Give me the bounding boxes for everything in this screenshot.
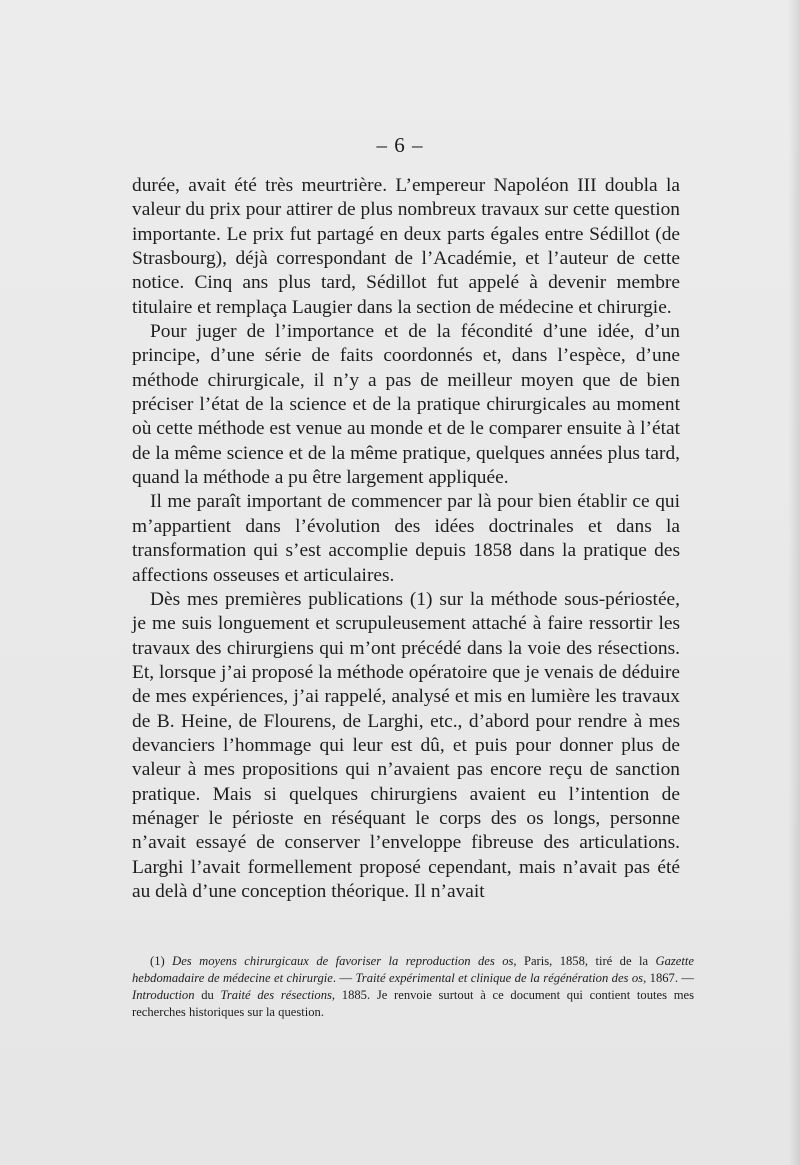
footnote-title-1: Des moyens chirurgicaux de favoriser la reproduction des os <box>172 954 514 968</box>
footnote-text-4: du <box>194 988 221 1002</box>
footnote-text-1: , Paris, 1858, tiré de la <box>513 954 656 968</box>
footnote-title-2: Gazette hebdomadaire de médecine et chirurgie <box>132 954 694 985</box>
paragraph-2: Pour juger de l’importance et de la fécondité d’une idée, d’un principe, d’une série de faits coordonnés et, dans l’espèce, d’une méthode chirurgicale, il n’y a pas de meilleur moyen que de bien préciser l’état de la science et de la pratique chirurgicales au moment où cette méthode est venue au monde et de le comparer ensuite à l’état de la même science et de la même pratique, quelques années plus tard, quand la méthode a pu être largement appliquée. <box>132 321 680 489</box>
footnote <box>132 953 694 1021</box>
page-number: – 6 – <box>376 133 424 157</box>
footnote-title-3: Traité expérimental et clinique de la régénération des os <box>355 971 644 985</box>
footnote-text <box>132 953 694 1021</box>
paragraph-1: durée, avait été très meurtrière. L’empereur Napoléon III doubla la valeur du prix pour attirer de plus nombreux travaux sur cette question importante. Le prix fut partagé en deux parts égales entre Sédillot (de Strasbourg), déjà correspondant de l’Académie, et l’auteur de cette notice. Cinq ans plus tard, Sédillot fut appelé à devenir membre titulaire et remplaça Laugier dans la section de médecine et chirurgie. <box>132 175 680 318</box>
paragraph-4: Dès mes premières publications (1) sur la méthode sous-périostée, je me suis longuement et scrupuleusement attaché à faire ressortir les travaux des chirurgiens qui m’ont précédé dans la voie des résections. Et, lorsque j’ai proposé la méthode opératoire que je venais de déduire de mes expériences, j’ai rappelé, analysé et mis en lumière les travaux de B. Heine, de Flourens, de Larghi, etc., d’abord pour rendre à mes devanciers l’hommage qui leur est dû, et puis pour donner plus de valeur à mes propositions qui n’avaient pas encore reçu de sanction pratique. Mais si quelques chirurgiens avaient eu l’intention de ménager le périoste en réséquant le corps des os longs, personne n’avait essayé de conserver l’enveloppe fibreuse des articulations. Larghi l’avait formellement proposé cependant, mais n’avait pas été au delà d’une conception théorique. Il n’avait <box>132 588 680 902</box>
footnote-title-5: Traité des résections <box>220 988 332 1002</box>
footnote-text-2: . — <box>332 971 356 985</box>
body-text <box>132 174 680 904</box>
footnote-title-4: Introduction <box>132 988 195 1002</box>
footnote-text-3: , 1867. — <box>643 971 695 985</box>
footnote-text-5: , 1885. Je renvoie surtout à ce document qui contient toutes mes recherches historiques sur la question. <box>132 988 694 1019</box>
footnote-marker: (1) <box>150 954 165 968</box>
paragraph-3: Il me paraît important de commencer par là pour bien établir ce qui m’appartient dans l’évolution des idées doctrinales et dans la transformation qui s’est accomplie depuis 1858 dans la pratique des affections osseuses et articulaires. <box>132 491 680 586</box>
